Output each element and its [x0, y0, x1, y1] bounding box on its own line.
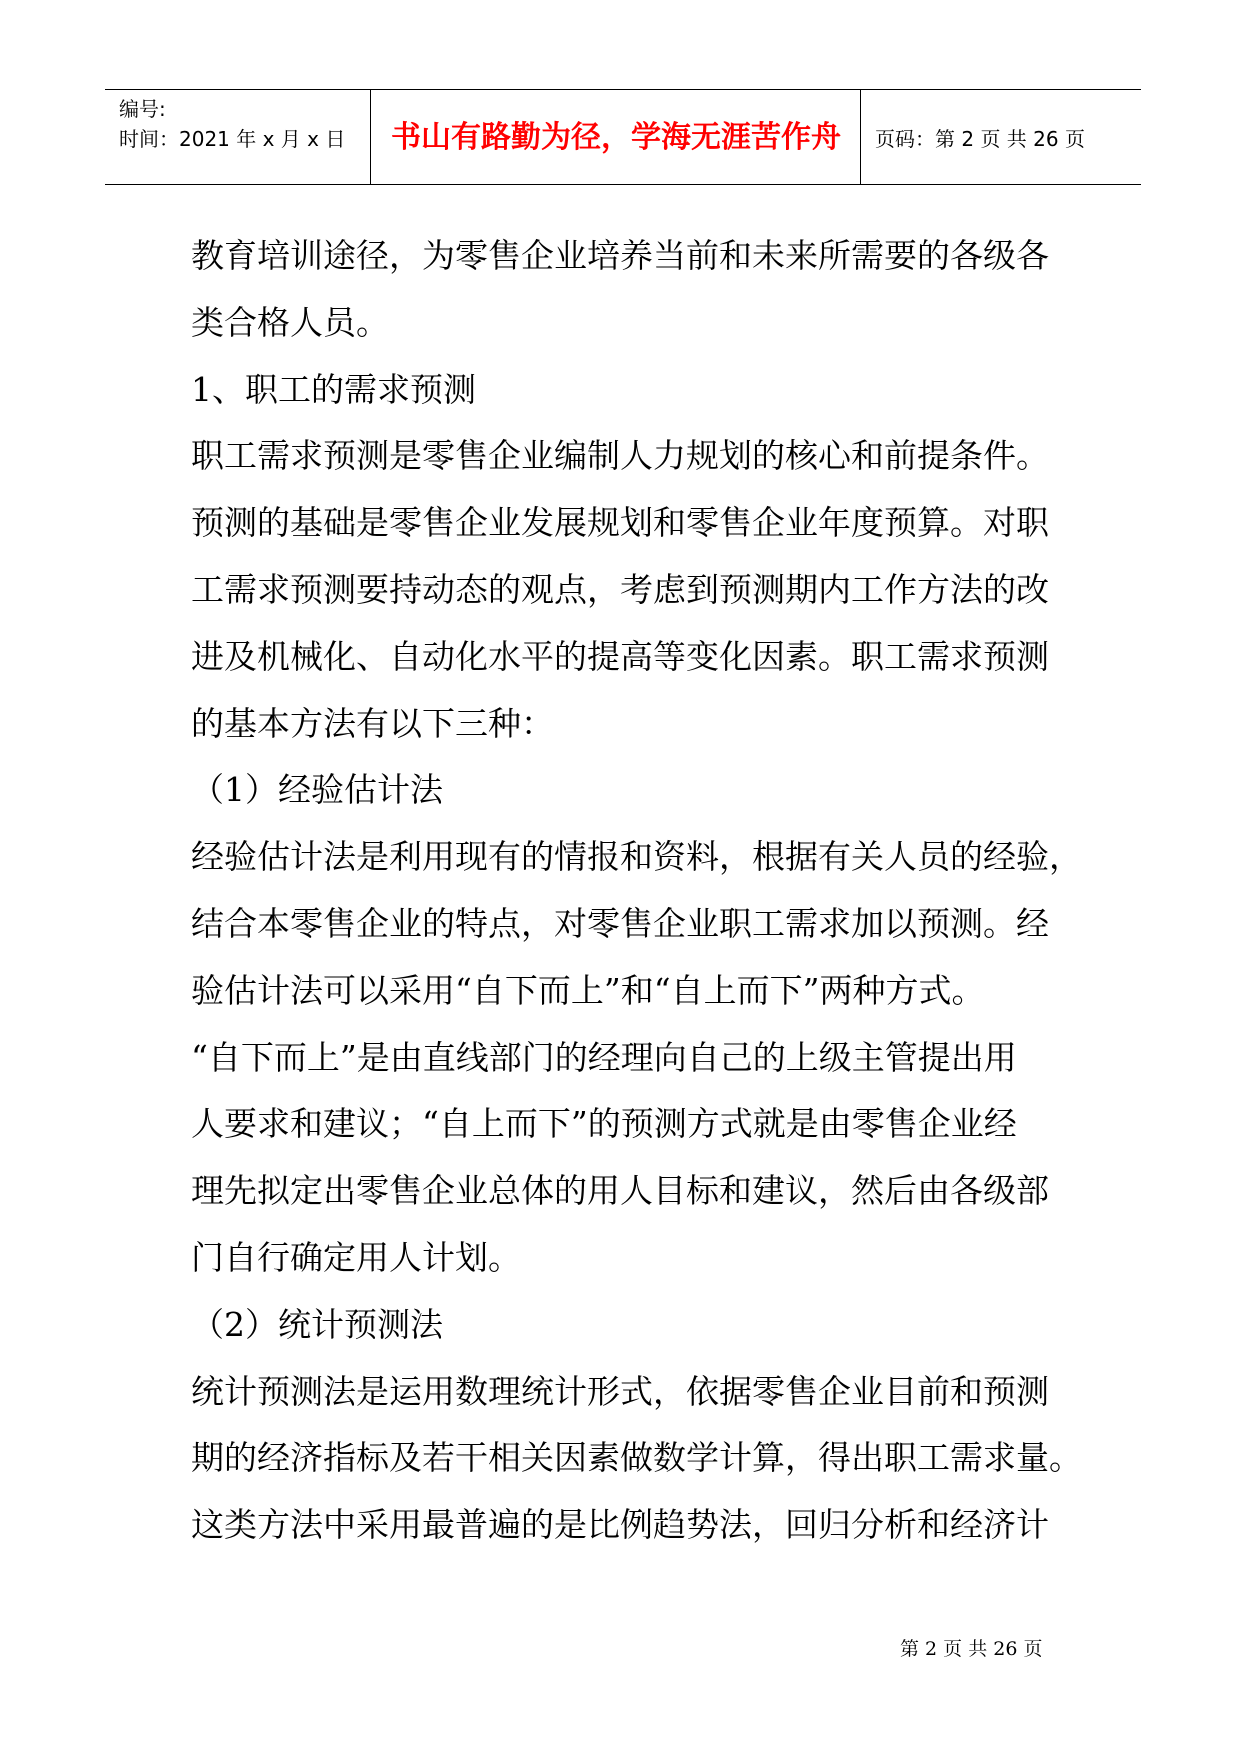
body-line: 这类方法中采用最普遍的是比例趋势法，回归分析和经济计 — [191, 1505, 1049, 1545]
document-number-label: 编号: — [119, 97, 166, 121]
body-line: “自下而上”是由直线部门的经理向自己的上级主管提出用 — [191, 1037, 1017, 1077]
header-page-info: 页码：第 2 页 共 26 页 — [875, 127, 1085, 151]
page-header — [105, 89, 1141, 185]
body-line: 人要求和建议；“自上而下”的预测方式就是由零售企业经 — [191, 1104, 1017, 1144]
body-line: 理先拟定出零售企业总体的用人目标和建议，然后由各级部 — [191, 1171, 1049, 1211]
body-line: 教育培训途径，为零售企业培养当前和未来所需要的各级各 — [191, 236, 1049, 275]
body-line: 验估计法可以采用“自下而上”和“自上而下”两种方式。 — [191, 970, 985, 1010]
section-heading: 1、职工的需求预测 — [191, 369, 476, 409]
header-meta — [119, 94, 345, 154]
body-line: 工需求预测要持动态的观点，考虑到预测期内工作方法的改 — [191, 569, 1049, 609]
body-line: 统计预测法是运用数理统计形式，依据零售企业目前和预测 — [191, 1371, 1049, 1411]
subsection-heading: （2）统计预测法 — [191, 1304, 443, 1344]
header-motto: 书山有路勤为径，学海无涯苦作舟 — [391, 120, 841, 155]
body-line: 门自行确定用人计划。 — [191, 1237, 521, 1277]
document-body — [191, 223, 1082, 1559]
body-line: 职工需求预测是零售企业编制人力规划的核心和前提条件。 — [191, 436, 1049, 476]
header-divider-right — [860, 90, 861, 184]
body-line: 预测的基础是零售企业发展规划和零售企业年度预算。对职 — [191, 503, 1049, 543]
body-line: 期的经济指标及若干相关因素做数学计算，得出职工需求量。 — [191, 1438, 1082, 1478]
document-time-label: 时间：2021 年 x 月 x 日 — [119, 127, 346, 151]
body-line: 结合本零售企业的特点，对零售企业职工需求加以预测。经 — [191, 903, 1049, 943]
body-line: 进及机械化、自动化水平的提高等变化因素。职工需求预测 — [191, 636, 1049, 676]
body-line: 经验估计法是利用现有的情报和资料，根据有关人员的经验， — [191, 837, 1082, 877]
subsection-heading: （1）经验估计法 — [191, 770, 443, 810]
body-line: 类合格人员。 — [191, 302, 389, 342]
body-line: 的基本方法有以下三种： — [191, 703, 554, 743]
page-footer: 第 2 页 共 26 页 — [900, 1638, 1043, 1660]
header-divider-left — [370, 90, 371, 184]
